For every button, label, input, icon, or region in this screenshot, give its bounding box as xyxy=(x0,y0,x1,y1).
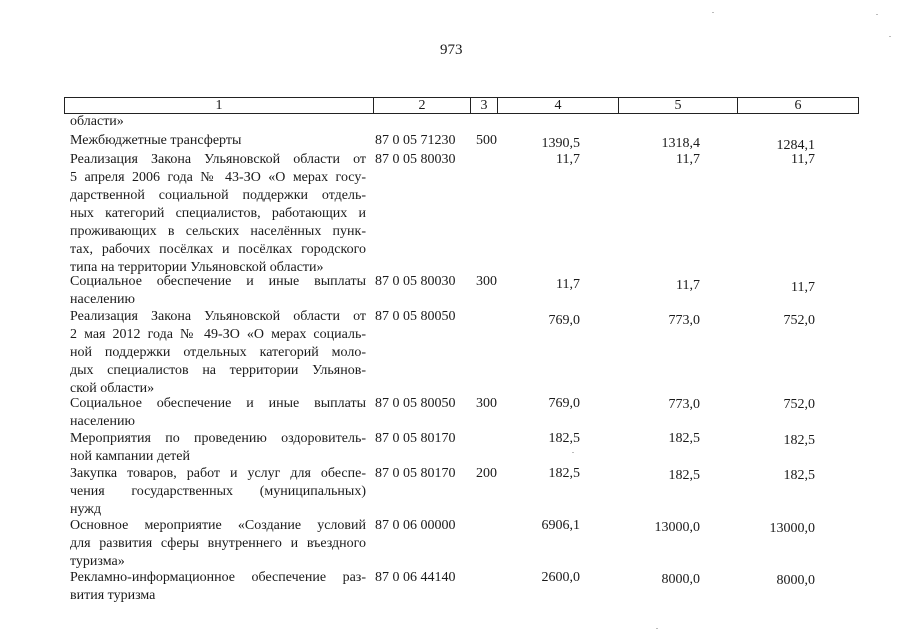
description-line: Реализация Закона Ульяновской области от xyxy=(70,152,366,167)
row-value-col4: 182,5 xyxy=(548,466,580,481)
row-value-col6: 11,7 xyxy=(791,152,815,167)
row-value-col4: 769,0 xyxy=(548,313,580,328)
page-number: 973 xyxy=(440,42,463,58)
row-code: 87 0 05 80050 xyxy=(375,396,456,411)
description-line: Мероприятия по проведению оздоровитель- xyxy=(70,431,366,446)
scan-speck xyxy=(889,36,891,37)
description-line: 2 мая 2012 года № 49-ЗО «О мерах социаль- xyxy=(70,327,366,342)
description-line: населению xyxy=(70,414,135,429)
row-value-col6: 182,5 xyxy=(783,433,815,448)
header-col-3: 3 xyxy=(480,98,488,113)
row-description xyxy=(70,395,366,431)
row-value-col5: 1318,4 xyxy=(661,136,700,151)
description-line: типа на территории Ульяновской области» xyxy=(70,260,324,275)
row-value-col6: 8000,0 xyxy=(776,573,815,588)
row-value-col4: 6906,1 xyxy=(541,518,580,533)
row-value-col6: 182,5 xyxy=(783,468,815,483)
row-value-col5: 773,0 xyxy=(668,313,700,328)
row-description xyxy=(70,517,366,571)
row-value-col4: 769,0 xyxy=(548,396,580,411)
row-value-col4: 2600,0 xyxy=(541,570,580,585)
description-line: ной кампании детей xyxy=(70,449,190,464)
row-value-col5: 182,5 xyxy=(668,468,700,483)
row-value-col6: 13000,0 xyxy=(769,521,815,536)
row-value-col4: 11,7 xyxy=(556,277,580,292)
row-description xyxy=(70,430,366,466)
row-value-col4: 11,7 xyxy=(556,152,580,167)
header-col-4: 4 xyxy=(554,98,562,113)
description-line: Реализация Закона Ульяновской области от xyxy=(70,309,366,324)
row-value-col5: 8000,0 xyxy=(661,572,700,587)
description-line: туризма» xyxy=(70,554,125,569)
table-header xyxy=(64,97,859,114)
row-code: 87 0 06 00000 xyxy=(375,518,456,533)
header-col-1: 1 xyxy=(215,98,223,113)
description-line: нужд xyxy=(70,502,102,517)
row-value-col6: 11,7 xyxy=(791,280,815,295)
description-line: дарственной социальной поддержки отдель- xyxy=(70,188,366,203)
description-line: 5 апреля 2006 года № 43-ЗО «О мерах госу- xyxy=(70,170,366,185)
row-value-col6: 752,0 xyxy=(783,313,815,328)
description-line: ской области» xyxy=(70,381,155,396)
description-line: Основное мероприятие «Создание условий xyxy=(70,518,366,533)
row-expense-type: 500 xyxy=(476,133,497,148)
row-expense-type: 300 xyxy=(476,396,497,411)
description-line: области» xyxy=(70,114,124,129)
scan-speck xyxy=(712,12,714,13)
row-description xyxy=(70,465,366,519)
row-code: 87 0 05 80170 xyxy=(375,466,456,481)
description-line: населению xyxy=(70,292,135,307)
row-description xyxy=(70,151,366,277)
header-col-2: 2 xyxy=(418,98,426,113)
description-line: ной поддержки отдельных категорий моло- xyxy=(70,345,366,360)
row-value-col5: 182,5 xyxy=(668,431,700,446)
scan-speck xyxy=(572,452,574,453)
row-value-col5: 773,0 xyxy=(668,397,700,412)
row-description xyxy=(70,569,366,605)
header-col-5: 5 xyxy=(674,98,682,113)
row-code: 87 0 06 44140 xyxy=(375,570,456,585)
description-line: ных категорий специалистов, работающих и xyxy=(70,206,366,221)
description-line: Закупка товаров, работ и услуг для обеспе- xyxy=(70,466,366,481)
description-line: Межбюджетные трансферты xyxy=(70,133,242,148)
row-description xyxy=(70,113,366,131)
row-value-col5: 11,7 xyxy=(676,278,700,293)
row-code: 87 0 05 80030 xyxy=(375,274,456,289)
row-code: 87 0 05 80050 xyxy=(375,309,456,324)
description-line: проживающих в сельских населённых пунк- xyxy=(70,224,366,239)
description-line: Социальное обеспечение и иные выплаты xyxy=(70,396,366,411)
header-col-6: 6 xyxy=(794,98,802,113)
row-description xyxy=(70,273,366,309)
row-value-col6: 752,0 xyxy=(783,397,815,412)
description-line: для развития сферы внутреннего и въездного xyxy=(70,536,366,551)
row-expense-type: 300 xyxy=(476,274,497,289)
row-value-col5: 13000,0 xyxy=(654,520,700,535)
row-value-col6: 1284,1 xyxy=(776,138,815,153)
row-description xyxy=(70,132,366,150)
row-value-col4: 1390,5 xyxy=(541,136,580,151)
description-line: чения государственных (муниципальных) xyxy=(70,484,366,499)
description-line: Рекламно-информационное обеспечение раз- xyxy=(70,570,366,585)
description-line: Социальное обеспечение и иные выплаты xyxy=(70,274,366,289)
scan-speck xyxy=(656,628,658,629)
description-line: вития туризма xyxy=(70,588,156,603)
row-value-col4: 182,5 xyxy=(548,431,580,446)
row-code: 87 0 05 80030 xyxy=(375,152,456,167)
description-line: тах, рабочих посёлках и посёлках городского xyxy=(70,242,366,257)
row-value-col5: 11,7 xyxy=(676,152,700,167)
row-description xyxy=(70,308,366,398)
row-code: 87 0 05 80170 xyxy=(375,431,456,446)
row-code: 87 0 05 71230 xyxy=(375,133,456,148)
description-line: дых специалистов на территории Ульянов- xyxy=(70,363,366,378)
scan-speck xyxy=(876,14,878,15)
row-expense-type: 200 xyxy=(476,466,497,481)
